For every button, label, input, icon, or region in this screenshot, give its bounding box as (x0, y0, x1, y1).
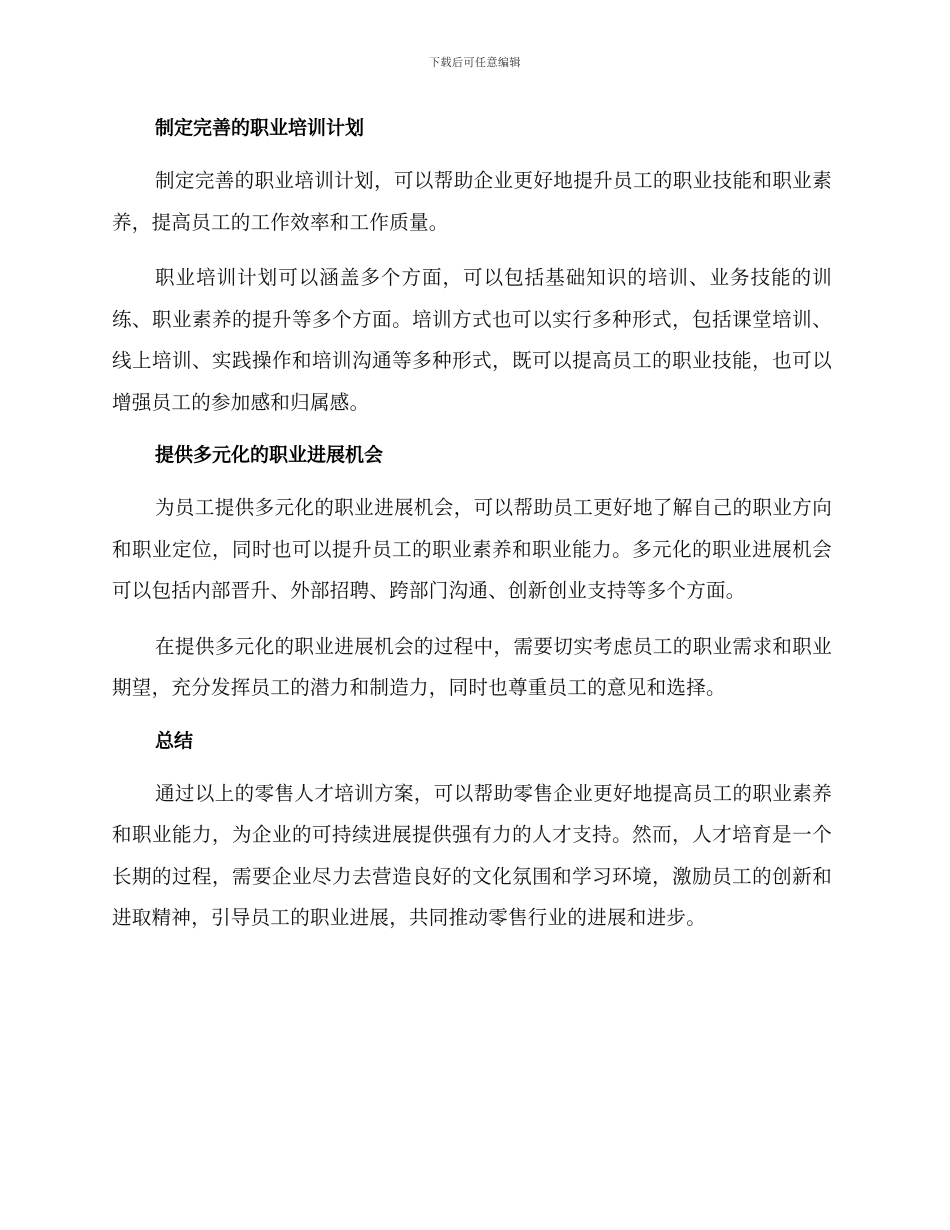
paragraph: 制定完善的职业培训计划，可以帮助企业更好地提升员工的职业技能和职业素养，提高员工的工作效率和工作质量。 (112, 169, 832, 234)
paragraph: 通过以上的零售人才培训方案，可以帮助零售企业更好地提高员工的职业素养和职业能力，为企业的可持续进展提供强有力的人才支持。然而，人才培育是一个长期的过程，需要企业尽力去营造良好的文化氛围和学习环境，激励员工的创新和进取精神，引导员工的职业进展，共同推动零售行业的进展和进步。 (112, 781, 832, 929)
section-training-plan (112, 108, 832, 423)
document-body (112, 108, 832, 939)
section-heading: 总结 (155, 729, 194, 752)
section-heading: 制定完善的职业培训计划 (155, 117, 365, 139)
paragraph: 为员工提供多元化的职业进展机会，可以帮助员工更好地了解自己的职业方向和职业定位，同时也可以提升员工的职业素养和职业能力。多元化的职业进展机会可以包括内部晋升、外部招聘、跨部门沟通、创新创业支持等多个方面。 (112, 496, 832, 602)
paragraph: 在提供多元化的职业进展机会的过程中，需要切实考虑员工的职业需求和职业期望，充分发挥员工的潜力和制造力，同时也尊重员工的意见和选择。 (112, 634, 832, 699)
paragraph: 职业培训计划可以涵盖多个方面，可以包括基础知识的培训、业务技能的训练、职业素养的提升等多个方面。培训方式也可以实行多种形式，包括课堂培训、线上培训、实践操作和培训沟通等多种形式，既可以提高员工的职业技能，也可以增强员工的参加感和归属感。 (112, 266, 832, 414)
section-heading: 提供多元化的职业进展机会 (155, 444, 384, 466)
page-header: 下载后可任意编辑 (429, 56, 521, 69)
section-career-opportunities (112, 435, 832, 709)
section-summary (112, 721, 832, 939)
